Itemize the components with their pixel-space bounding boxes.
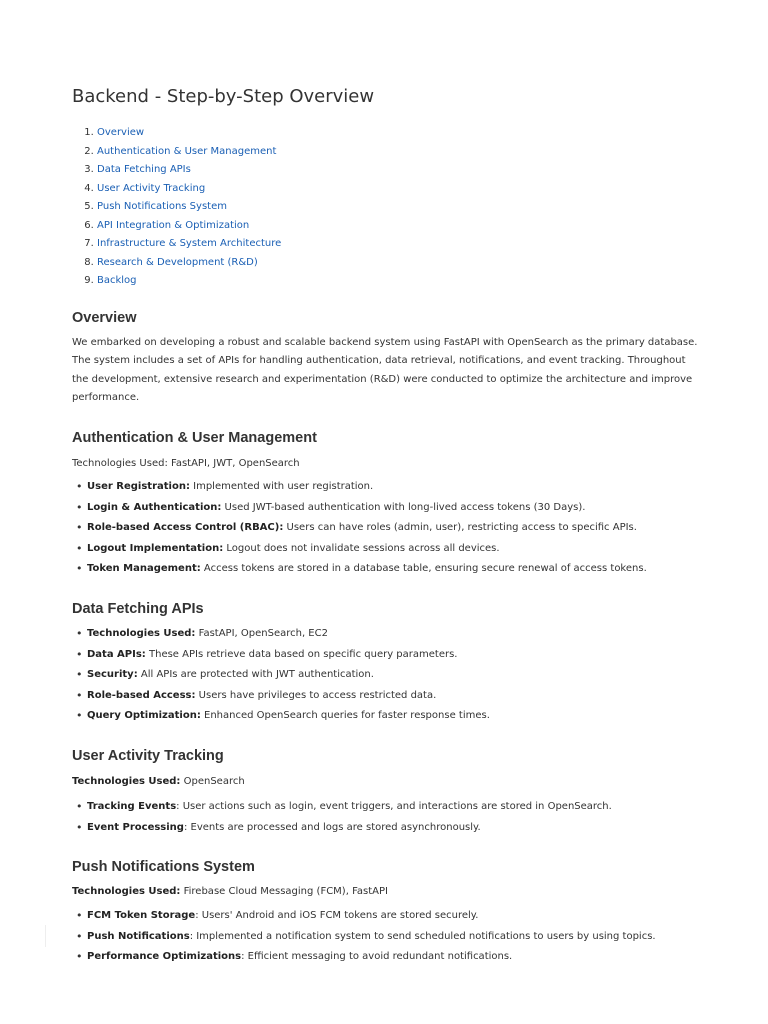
- toc-link-overview[interactable]: Overview: [97, 127, 145, 138]
- section-heading-push-notifications: Push Notifications System: [72, 859, 255, 875]
- margin-mark: [45, 925, 46, 947]
- overview-paragraph: We embarked on developing a robust and scalable backend system using FastAPI with OpenSearch as the primary database. The system includes a set of APIs for handling authentication, data retrieval, notifications, and event tracking. Throughout the development, extensive research and experimentation (R&D) were conducted to optimize the architecture and improve performance.: [72, 337, 698, 404]
- auth-technologies: Technologies Used: FastAPI, JWT, OpenSearch: [72, 458, 300, 469]
- toc-link-backlog[interactable]: Backlog: [97, 275, 137, 286]
- list-item: • Tracking Events: User actions such as login, event triggers, and interactions are stored in OpenSearch.: [87, 797, 612, 818]
- list-item: • User Registration: Implemented with user registration.: [87, 477, 647, 498]
- toc-link-infrastructure[interactable]: Infrastructure & System Architecture: [97, 238, 282, 249]
- push-list: [72, 906, 656, 968]
- page-title: Backend - Step-by-Step Overview: [72, 86, 375, 107]
- toc-item: [97, 161, 281, 180]
- toc-link-authentication[interactable]: Authentication & User Management: [97, 145, 277, 157]
- table-of-contents: [72, 124, 281, 291]
- auth-list: [72, 477, 647, 580]
- toc-link-activity-tracking[interactable]: User Activity Tracking: [97, 182, 206, 194]
- list-item: • Data APIs: These APIs retrieve data based on specific query parameters.: [87, 645, 490, 666]
- list-item: • Login & Authentication: Used JWT-based authentication with long-lived access tokens (30 Days).: [87, 498, 647, 519]
- list-item: • Role-based Access: Users have privileges to access restricted data.: [87, 686, 490, 707]
- list-item: • Security: All APIs are protected with JWT authentication.: [87, 665, 490, 686]
- toc-item: [97, 198, 281, 217]
- toc-link-push-notifications[interactable]: Push Notifications System: [97, 201, 227, 212]
- section-heading-data-fetching: Data Fetching APIs: [72, 601, 204, 617]
- toc-item: [97, 235, 281, 254]
- toc-item: [97, 272, 281, 291]
- activity-list: [72, 797, 612, 838]
- list-item: • Role-based Access Control (RBAC): Users can have roles (admin, user), restricting access to specific APIs.: [87, 518, 647, 539]
- toc-item: [97, 217, 281, 236]
- list-item: • Technologies Used: FastAPI, OpenSearch, EC2: [87, 624, 490, 645]
- list-item: • Event Processing: Events are processed and logs are stored asynchronously.: [87, 818, 612, 839]
- section-heading-authentication: Authentication & User Management: [72, 430, 317, 446]
- data-apis-list: [72, 624, 490, 727]
- section-heading-overview: Overview: [72, 310, 137, 326]
- toc-item: [97, 143, 281, 162]
- section-heading-activity-tracking: User Activity Tracking: [72, 748, 224, 764]
- toc-link-research[interactable]: Research & Development (R&D): [97, 256, 258, 268]
- list-item: • Logout Implementation: Logout does not invalidate sessions across all devices.: [87, 539, 647, 560]
- toc-link-data-fetching[interactable]: Data Fetching APIs: [97, 164, 191, 175]
- list-item: • Performance Optimizations: Efficient messaging to avoid redundant notifications.: [87, 947, 656, 968]
- toc-item: [97, 124, 281, 143]
- list-item: • Push Notifications: Implemented a notification system to send scheduled notifications to users by using topics.: [87, 927, 656, 948]
- activity-technologies: Technologies Used: OpenSearch: [72, 776, 245, 787]
- list-item: • FCM Token Storage: Users' Android and iOS FCM tokens are stored securely.: [87, 906, 656, 927]
- toc-item: [97, 180, 281, 199]
- toc-link-api-integration[interactable]: API Integration & Optimization: [97, 219, 250, 231]
- push-technologies: Technologies Used: Firebase Cloud Messaging (FCM), FastAPI: [72, 886, 388, 897]
- toc-item: [97, 254, 281, 273]
- list-item: • Token Management: Access tokens are stored in a database table, ensuring secure renewal of access tokens.: [87, 559, 647, 580]
- list-item: • Query Optimization: Enhanced OpenSearch queries for faster response times.: [87, 706, 490, 727]
